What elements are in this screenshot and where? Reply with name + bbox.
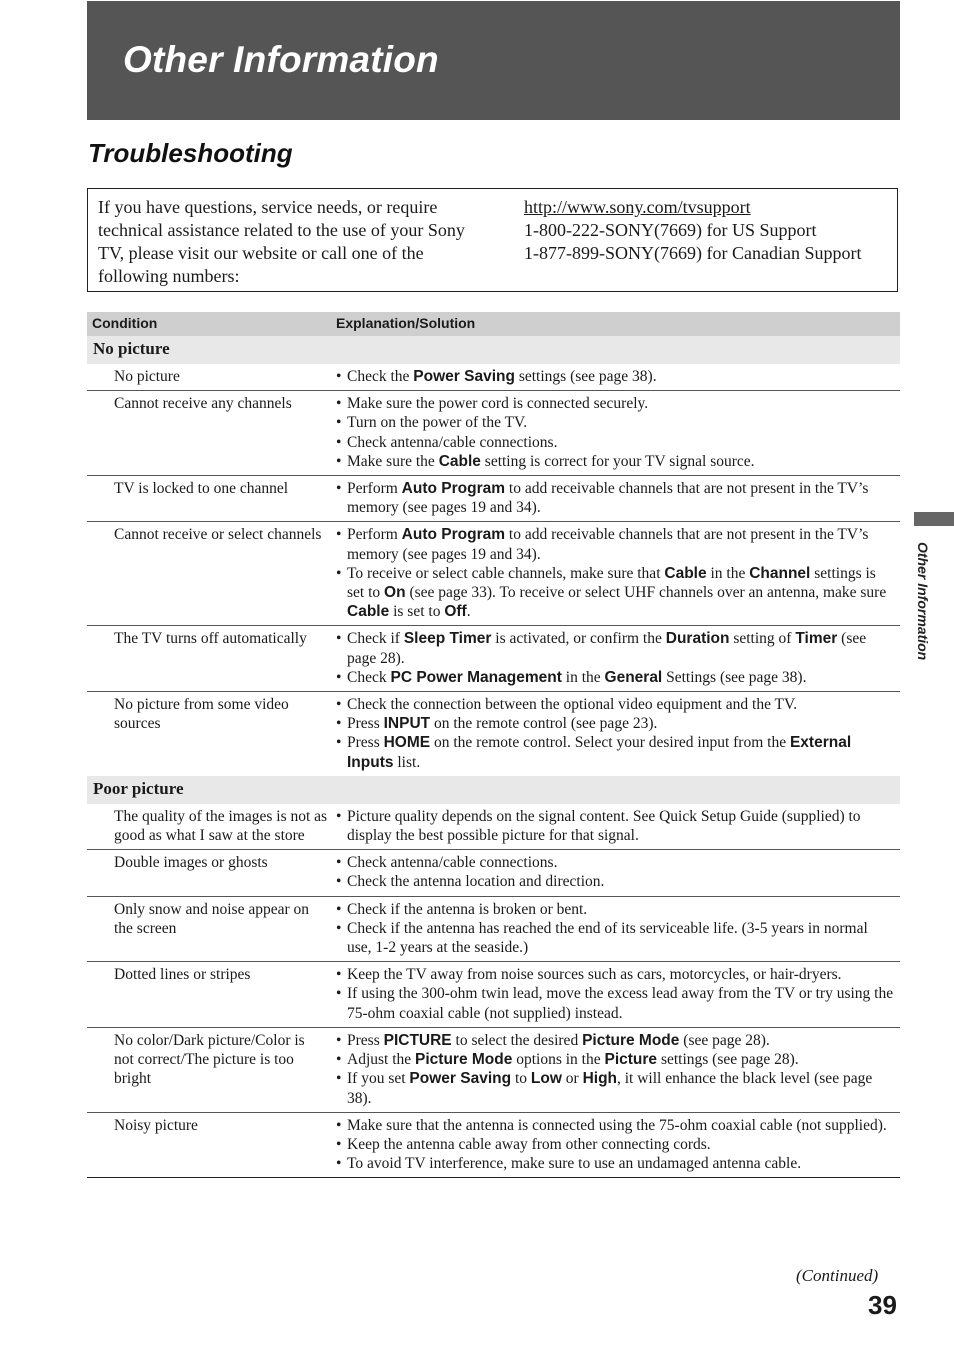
- setting-keyword: Power Saving: [413, 368, 515, 385]
- condition-cell: The quality of the images is not as good as what I saw at the store: [114, 807, 328, 845]
- setting-keyword: HOME: [383, 734, 431, 752]
- setting-keyword: Channel: [749, 564, 811, 582]
- solution-item: • Check the Power Saving settings (see page 38).: [336, 367, 896, 386]
- solution-item: • To avoid TV interference, make sure to use an undamaged antenna cable.: [336, 1154, 896, 1173]
- solution-item: • To receive or select cable channels, make sure that Cable in the Channel settings is set to On (see page 33). To receive or select UHF channels over an antenna, make sure Cable is set to Off.: [336, 564, 896, 622]
- setting-keyword: External Inputs: [347, 734, 852, 771]
- solution-item: • Press PICTURE to select the desired Picture Mode (see page 28).: [336, 1031, 896, 1050]
- setting-keyword: Off: [444, 603, 467, 621]
- solution-item: • Check the antenna location and direction.: [336, 872, 896, 891]
- solution-cell: [336, 853, 900, 891]
- solution-item: • Picture quality depends on the signal content. See Quick Setup Guide (supplied) to display the best possible picture for that signal.: [336, 807, 896, 845]
- solution-cell: [336, 1116, 900, 1174]
- setting-keyword: INPUT: [383, 715, 431, 733]
- setting-keyword: Cable: [664, 564, 707, 582]
- setting-keyword: PICTURE: [383, 1031, 452, 1049]
- solution-cell: [336, 695, 900, 772]
- chapter-banner: [87, 1, 900, 120]
- condition-cell: Only snow and noise appear on the screen: [114, 900, 309, 937]
- support-url-link[interactable]: http://www.sony.com/tvsupport: [524, 197, 751, 217]
- table-row: [87, 364, 900, 391]
- solution-item: • Press INPUT on the remote control (see page 23).: [336, 714, 896, 733]
- solution-item: • Turn on the power of the TV.: [336, 413, 896, 432]
- condition-cell: No picture from some video sources: [114, 696, 289, 733]
- support-intro: If you have questions, service needs, or require technical assistance related to the use of your Sony TV, please visit our website or call one of the following numbers:: [98, 197, 465, 286]
- table-row: [87, 897, 900, 963]
- solution-cell: [336, 479, 900, 517]
- setting-keyword: Duration: [665, 630, 730, 648]
- table-row: [87, 962, 900, 1028]
- solution-cell: [336, 900, 900, 958]
- side-tab-marker: [914, 512, 954, 526]
- solution-cell: [336, 367, 900, 386]
- condition-group-title: No picture: [93, 339, 170, 358]
- condition-cell: No color/Dark picture/Color is not correct/The picture is too bright: [114, 1031, 305, 1088]
- solution-item: • Check antenna/cable connections.: [336, 433, 896, 452]
- setting-keyword: Timer: [795, 630, 838, 648]
- solution-item: • Check if the antenna has reached the end of its serviceable life. (3-5 years in normal use, 1-2 years at the seaside.): [336, 919, 896, 957]
- setting-keyword: High: [582, 1070, 617, 1088]
- setting-keyword: Sleep Timer: [403, 630, 492, 648]
- setting-keyword: Cable: [438, 452, 481, 470]
- setting-keyword: Low: [530, 1070, 562, 1088]
- solution-item: • Check if the antenna is broken or bent.: [336, 900, 896, 919]
- solution-item: • Make sure the power cord is connected securely.: [336, 394, 896, 413]
- canada-support-phone: 1-877-899-SONY(7669) for Canadian Support: [524, 243, 862, 263]
- setting-keyword: Auto Program: [401, 480, 506, 498]
- setting-keyword: On: [384, 584, 406, 602]
- chapter-title: Other Information: [123, 39, 439, 80]
- table-row: [87, 804, 900, 850]
- table-row: [87, 626, 900, 692]
- table-row: [87, 1113, 900, 1179]
- table-row: [87, 1028, 900, 1113]
- solution-item: • Make sure that the antenna is connected using the 75-ohm coaxial cable (not supplied).: [336, 1116, 896, 1135]
- solution-cell: [336, 965, 900, 1023]
- support-contacts: [524, 196, 894, 265]
- solution-item: • Check PC Power Management in the General Settings (see page 38).: [336, 668, 896, 687]
- solution-item: • Perform Auto Program to add receivable channels that are not present in the TV’s memory (see pages 19 and 34).: [336, 525, 896, 563]
- side-tab-label: Other Information: [915, 542, 931, 661]
- page-number: 39: [868, 1290, 897, 1320]
- column-header-solution: Explanation/Solution: [336, 315, 476, 331]
- solution-cell: [336, 1031, 900, 1108]
- condition-cell: No picture: [114, 368, 180, 385]
- setting-keyword: General: [604, 668, 663, 686]
- solution-item: • Keep the TV away from noise sources such as cars, motorcycles, or hair-dryers.: [336, 965, 896, 984]
- troubleshooting-table: [87, 312, 900, 1178]
- condition-group-header: [87, 776, 900, 804]
- table-row: [87, 850, 900, 896]
- condition-cell: Noisy picture: [114, 1116, 198, 1134]
- setting-keyword: PC Power Management: [390, 668, 562, 686]
- condition-cell: Double images or ghosts: [114, 854, 268, 872]
- setting-keyword: Power Saving: [409, 1070, 512, 1088]
- support-box: [87, 188, 898, 292]
- solution-cell: [336, 807, 900, 845]
- table-row: [87, 522, 900, 626]
- condition-cell: TV is locked to one channel: [114, 480, 289, 498]
- section-title: Troubleshooting: [88, 138, 293, 168]
- condition-cell: The TV turns off automatically: [114, 630, 307, 648]
- table-row: [87, 476, 900, 522]
- condition-cell: Dotted lines or stripes: [114, 966, 251, 984]
- solution-item: • Check if Sleep Timer is activated, or confirm the Duration setting of Timer (see page 28).: [336, 629, 896, 667]
- solution-item: • Keep the antenna cable away from other connecting cords.: [336, 1135, 896, 1154]
- column-header-condition: Condition: [92, 315, 158, 331]
- solution-item: • Perform Auto Program to add receivable channels that are not present in the TV’s memory (see pages 19 and 34).: [336, 479, 896, 517]
- setting-keyword: Cable: [347, 603, 390, 621]
- solution-item: • Press HOME on the remote control. Select your desired input from the External Inputs list.: [336, 733, 896, 771]
- us-support-phone: 1-800-222-SONY(7669) for US Support: [524, 220, 817, 240]
- table-body: [87, 336, 900, 1178]
- solution-item: • Check antenna/cable connections.: [336, 853, 896, 872]
- solution-item: • Check the connection between the optional video equipment and the TV.: [336, 695, 896, 714]
- solution-item: • Make sure the Cable setting is correct for your TV signal source.: [336, 452, 896, 471]
- setting-keyword: Picture: [604, 1051, 658, 1069]
- table-row: [87, 692, 900, 776]
- setting-keyword: Auto Program: [401, 526, 506, 544]
- table-row: [87, 391, 900, 476]
- table-header: [87, 312, 900, 336]
- setting-keyword: Picture Mode: [415, 1051, 513, 1069]
- condition-group-header: [87, 336, 900, 364]
- solution-cell: [336, 394, 900, 471]
- solution-cell: [336, 629, 900, 687]
- solution-item: • Adjust the Picture Mode options in the Picture settings (see page 28).: [336, 1050, 896, 1069]
- solution-item: • If you set Power Saving to Low or High, it will enhance the black level (see page 38).: [336, 1069, 896, 1107]
- condition-group-title: Poor picture: [93, 778, 184, 798]
- condition-cell: Cannot receive any channels: [114, 395, 292, 413]
- solution-cell: [336, 525, 900, 621]
- solution-item: • If using the 300-ohm twin lead, move the excess lead away from the TV or try using the 75-ohm coaxial cable (not supplied) instead.: [336, 984, 896, 1022]
- setting-keyword: Picture Mode: [582, 1031, 680, 1049]
- condition-cell: Cannot receive or select channels: [114, 526, 322, 544]
- continued-note: (Continued): [796, 1266, 879, 1285]
